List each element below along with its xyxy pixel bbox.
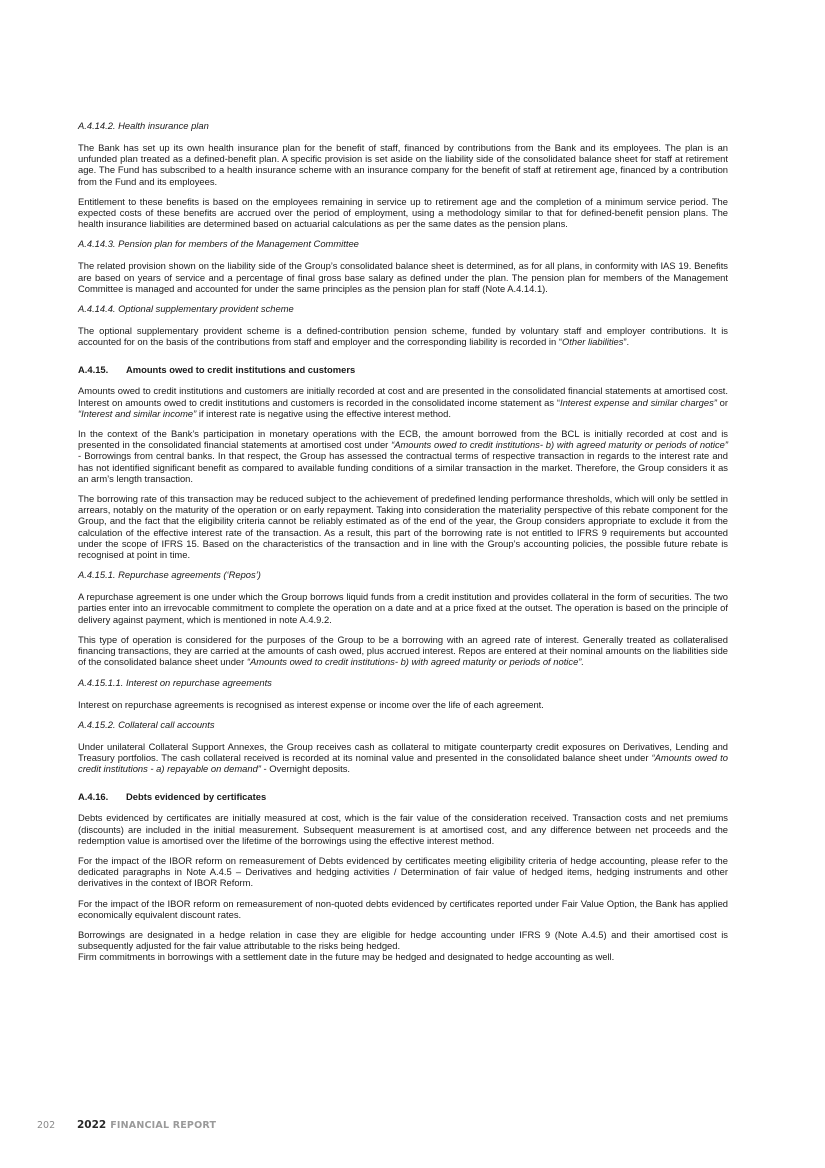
subsection-title-repo-interest: A.4.15.1.1. Interest on repurchase agreements — [78, 676, 272, 688]
italic-term: “Amounts owed to credit institutions- b) with agreed maturity or periods of notice”. — [246, 656, 585, 668]
text-run: Under unilateral Collateral Support Annexes, the Group receives cash as collateral to mitigate counterparty credit exposures on Derivatives, Lending and Treasury portfolios. The cash collateral received is recorded at its nominal value and presented in the consolidated balance sheet under — [78, 740, 728, 763]
paragraph: The borrowing rate of this transaction may be reduced subject to the achievement of predefined lending performance thresholds, which will only be settled in arrears, notably on the maturity of the operation or on early repayment. Taking into consideration the materiality perspective of this rebate component for the Group, and the fact that the eligibility criteria cannot be reliably estimated as of the end of the year, the Group considers appropriate to exclude it from the calculation of the effective interest rate of the transaction. As a result, this part of the borrowing rate is not entitled to IFRS 9 requirements but accounted under the scope of IFRS 15. Based on the characteristics of the transaction and in line with the Group’s accounting policies, the possible future rebate is recognised at point in time. — [78, 493, 728, 561]
section-heading-a415 — [78, 364, 728, 376]
paragraph: Firm commitments in borrowings with a settlement date in the future may be hedged and designated to hedge accounting as well. — [78, 951, 615, 963]
italic-term: Other liabilities — [561, 336, 624, 348]
paragraph: Borrowings are designated in a hedge relation in case they are eligible for hedge accounting under IFRS 9 (Note A.4.5) and their amortised cost is subsequently adjusted for the fair value attributable to the risks being hedged. — [78, 928, 728, 952]
paragraph — [78, 428, 728, 484]
italic-term: Interest expense and similar charges” — [559, 396, 717, 408]
text-run: - Borrowings from central banks. In that respect, the Group has assessed the contractual terms of respective transaction in regards to the interest rate and has not identified significant benefit as compared to available funding conditions of a similar transaction in the market. Therefore, the Group considers it as an arm’s length transaction. — [78, 450, 728, 484]
subsection-title-pension-plan: A.4.14.3. Pension plan for members of the Management Committee — [78, 238, 359, 250]
paragraph: The Bank has set up its own health insurance plan for the benefit of staff, financed by contributions from the Bank and its employees. The plan is an unfunded plan treated as a defined-benefit plan. A specific provision is set aside on the liability side of the consolidated balance sheet for staff at retirement age. The Fund has subscribed to a health insurance scheme with an insurance company for the benefit of staff at retirement age, financed by a contribution from the Fund and its employees. — [78, 142, 728, 187]
paragraph: Interest on repurchase agreements is recognised as interest expense or income over the life of each agreement. — [78, 698, 544, 710]
paragraph: For the impact of the IBOR reform on remeasurement of non-quoted debts evidenced by certificates reported under Fair Value Option, the Bank has applied economically equivalent discount rates. — [78, 897, 728, 920]
subsection-title-provident-scheme: A.4.14.4. Optional supplementary provident scheme — [78, 303, 294, 315]
italic-term: “Amounts owed to credit institutions- b) with agreed maturity or periods of notice” — [391, 439, 728, 451]
paragraph: The related provision shown on the liability side of the Group’s consolidated balance sheet is determined, as for all plans, in conformity with IAS 19. Benefits are based on years of service and a percentage of final gross base salary as defined under the plan. The pension plan for members of the Management Committee is managed and accounted for under the same principles as the pension plan for staff (Note A.4.14.1). — [78, 260, 728, 294]
paragraph — [78, 741, 728, 775]
section-heading-a416 — [78, 791, 728, 803]
paragraph — [78, 634, 728, 668]
subsection-title-repos: A.4.15.1. Repurchase agreements (‘Repos’) — [78, 569, 261, 581]
section-number: A.4.15. — [78, 364, 109, 376]
italic-term: “Amounts owed to credit institutions - a) repayable on demand” — [78, 751, 729, 775]
page-content — [78, 120, 728, 972]
page-footer — [37, 1119, 216, 1131]
paragraph — [78, 325, 728, 347]
paragraph: For the impact of the IBOR reform on remeasurement of Debts evidenced by certificates meeting eligibility criteria of hedge accounting, please refer to the dedicated paragraphs in Note A.4.5 – Derivatives and hedging activities / Determination of fair value of hedged items, hedging instruments and other derivatives in the context of IBOR Reform. — [78, 854, 728, 889]
text-run: The optional supplementary provident scheme is a defined-contribution pension scheme, funded by voluntary staff and employer contributions. It is accounted for on the basis of the contributions from staff and employer and the corresponding liability is recorded in “ — [78, 325, 728, 348]
text-run: or — [716, 396, 728, 408]
report-title: FINANCIAL REPORT — [110, 1120, 217, 1131]
text-run: - Overnight deposits. — [260, 763, 351, 775]
section-title: Amounts owed to credit institutions and customers — [126, 364, 356, 376]
paragraph — [78, 385, 728, 419]
paragraph: A repurchase agreement is one under which the Group borrows liquid funds from a credit institution and provides collateral in the form of securities. The two parties enter into an irrevocable commitment to complete the operation on a date and at a price fixed at the outset. The operation is based on the principle of delivery against payment, which is mentioned in note A.4.9.2. — [78, 591, 728, 625]
section-title: Debts evidenced by certificates — [126, 791, 267, 803]
text-run: ”. — [623, 336, 630, 348]
text-run: Amounts owed to credit institutions and customers are initially recorded at cost and are presented in the consolidated financial statements at amortised cost. Interest on amounts owed to credit institutions and customers is recorded in the consolidated income statement as “ — [78, 385, 728, 408]
italic-term: “Interest and similar income” — [78, 407, 197, 419]
text-run: This type of operation is considered for the purposes of the Group to be a borrowing with an agreed rate of interest. Generally treated as collateralised financing transactions, they are carried at the amounts of cash owed, plus accrued interest. Repos are entered at their nominal amounts on the liabilities side of the consolidated balance sheet under — [78, 633, 728, 668]
text-run: In the context of the Bank’s participation in monetary operations with the ECB, the amount borrowed from the BCL is initially recorded at cost and is presented in the consolidated financial statements at amortised cost under — [78, 428, 728, 451]
subsection-title-health-insurance: A.4.14.2. Health insurance plan — [78, 120, 209, 131]
subsection-title-collateral: A.4.15.2. Collateral call accounts — [78, 718, 215, 730]
section-number: A.4.16. — [78, 791, 109, 803]
paragraph: Debts evidenced by certificates are initially measured at cost, which is the fair value of the consideration received. Transaction costs and net premiums (discounts) are included in the initial measurement. Subsequent measurement is at amortised cost, and any difference between net proceeds and the redemption value is amortised over the lifetime of the borrowings using the effective interest method. — [78, 812, 728, 846]
report-year: 2022 — [77, 1119, 107, 1131]
paragraph: Entitlement to these benefits is based on the employees remaining in service up to retirement age and the completion of a minimum service period. The expected costs of these benefits are accrued over the period of employment, using a methodology similar to that for defined-benefit pension plans. The health insurance liabilities are determined based on actuarial calculations as per the same dates as the pension plans. — [78, 195, 728, 230]
text-run: if interest rate is negative using the effective interest method. — [196, 407, 451, 419]
page-number: 202 — [37, 1120, 56, 1131]
